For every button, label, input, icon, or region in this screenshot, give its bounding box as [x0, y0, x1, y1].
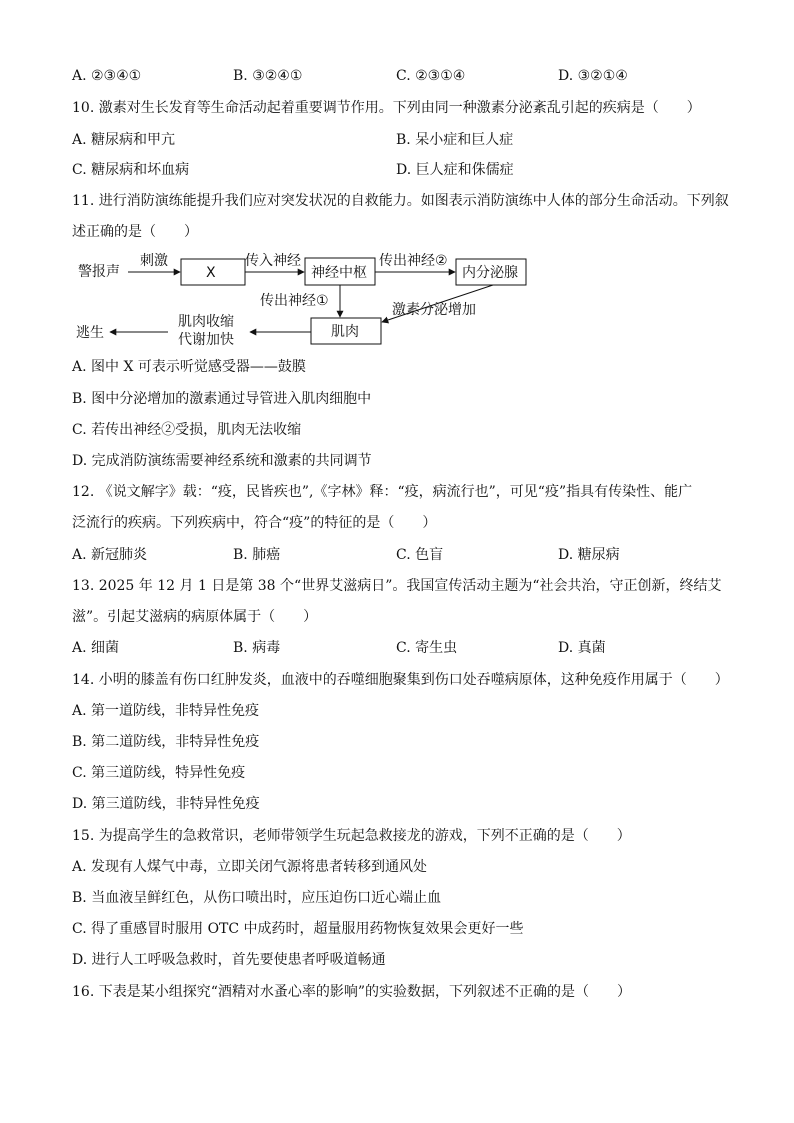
q13-option-a: A. 细菌 — [72, 640, 120, 656]
q11-option-a: A. 图中 X 可表示听觉感受器——鼓膜 — [72, 359, 306, 375]
q11-stem-line2: 述正确的是（ ） — [72, 224, 198, 240]
q14-option-c: C. 第三道防线，特异性免疫 — [72, 765, 246, 781]
q13-option-d: D. 真菌 — [558, 640, 606, 656]
diagram-alarm-label: 警报声 — [78, 264, 120, 280]
q12-stem-line1: 12. 《说文解字》载：“疫，民皆疾也”,《字林》释：“疫，病流行也”，可见“疫”指具有传染性、能广 — [72, 484, 693, 500]
q10-option-c: C. 糖尿病和坏血病 — [72, 162, 190, 178]
diagram-escape-label: 逃生 — [76, 325, 104, 341]
q11-diagram — [70, 246, 540, 352]
q11-option-d: D. 完成消防演练需要神经系统和激素的共同调节 — [72, 453, 372, 469]
q12-option-d: D. 糖尿病 — [558, 547, 620, 563]
q13-option-c: C. 寄生虫 — [396, 640, 458, 656]
diagram-hormone-label: 激素分泌增加 — [392, 302, 476, 318]
q9-option-c: C. ②③①④ — [396, 68, 466, 84]
q13-option-b: B. 病毒 — [233, 640, 281, 656]
diagram-gland-label: 内分泌腺 — [462, 265, 518, 281]
q9-option-a: A. ②③④① — [72, 68, 142, 84]
diagram-muscle-label: 肌肉 — [331, 324, 359, 340]
q12-option-b: B. 肺癌 — [233, 547, 281, 563]
q10-option-b: B. 呆小症和巨人症 — [396, 132, 514, 148]
diagram-afferent-label: 传入神经 — [245, 253, 301, 269]
q14-stem: 14. 小明的膝盖有伤口红肿发炎，血液中的吞噬细胞聚集到伤口处吞噬病原体，这种免疫作用属于（ ） — [72, 672, 729, 688]
q15-option-c: C. 得了重感冒时服用 OTC 中成药时，超量服用药物恢复效果会更好一些 — [72, 921, 524, 937]
q14-option-a: A. 第一道防线，非特异性免疫 — [72, 703, 260, 719]
q10-stem: 10. 激素对生长发育等生命活动起着重要调节作用。下列由同一种激素分泌紊乱引起的疾病是（ ） — [72, 100, 701, 116]
q15-option-d: D. 进行人工呼吸急救时，首先要使患者呼吸道畅通 — [72, 952, 386, 968]
diagram-stimulate-label: 刺激 — [140, 253, 168, 269]
q14-option-b: B. 第二道防线，非特异性免疫 — [72, 734, 260, 750]
diagram-efferent2-label: 传出神经② — [379, 253, 448, 269]
diagram-x-label: X — [206, 265, 216, 281]
q10-option-d: D. 巨人症和侏儒症 — [396, 162, 514, 178]
q11-option-c: C. 若传出神经②受损，肌肉无法收缩 — [72, 422, 302, 438]
q15-stem: 15. 为提高学生的急救常识，老师带领学生玩起急救接龙的游戏，下列不正确的是（ ） — [72, 828, 631, 844]
diagram-efferent1-label: 传出神经① — [260, 293, 329, 309]
q9-option-b: B. ③②④① — [233, 68, 303, 84]
q14-option-d: D. 第三道防线，非特异性免疫 — [72, 796, 260, 812]
diagram-center-label: 神经中枢 — [311, 265, 367, 281]
q9-option-d: D. ③②①④ — [558, 68, 628, 84]
q12-option-c: C. 色盲 — [396, 547, 444, 563]
q13-stem-line1: 13. 2025 年 12 月 1 日是第 38 个“世界艾滋病日”。我国宣传活动主题为“社会共治，守正创新，终结艾 — [72, 578, 722, 594]
diagram-contract-line2: 代谢加快 — [178, 332, 234, 348]
diagram-contract-line1: 肌肉收缩 — [178, 314, 234, 330]
q11-option-b: B. 图中分泌增加的激素通过导管进入肌肉细胞中 — [72, 391, 372, 407]
q15-option-b: B. 当血液呈鲜红色，从伤口喷出时，应压迫伤口近心端止血 — [72, 890, 442, 906]
q12-option-a: A. 新冠肺炎 — [72, 547, 148, 563]
q12-stem-line2: 泛流行的疾病。下列疾病中，符合“疫”的特征的是（ ） — [72, 515, 437, 531]
q16-stem: 16. 下表是某小组探究“酒精对水蚤心率的影响”的实验数据，下列叙述不正确的是（ ） — [72, 984, 632, 1000]
q10-option-a: A. 糖尿病和甲亢 — [72, 132, 176, 148]
q15-option-a: A. 发现有人煤气中毒，立即关闭气源将患者转移到通风处 — [72, 859, 428, 875]
q13-stem-line2: 滋”。引起艾滋病的病原体属于（ ） — [72, 609, 318, 625]
q11-stem-line1: 11. 进行消防演练能提升我们应对突发状况的自救能力。如图表示消防演练中人体的部分生命活动。下列叙 — [72, 193, 729, 209]
